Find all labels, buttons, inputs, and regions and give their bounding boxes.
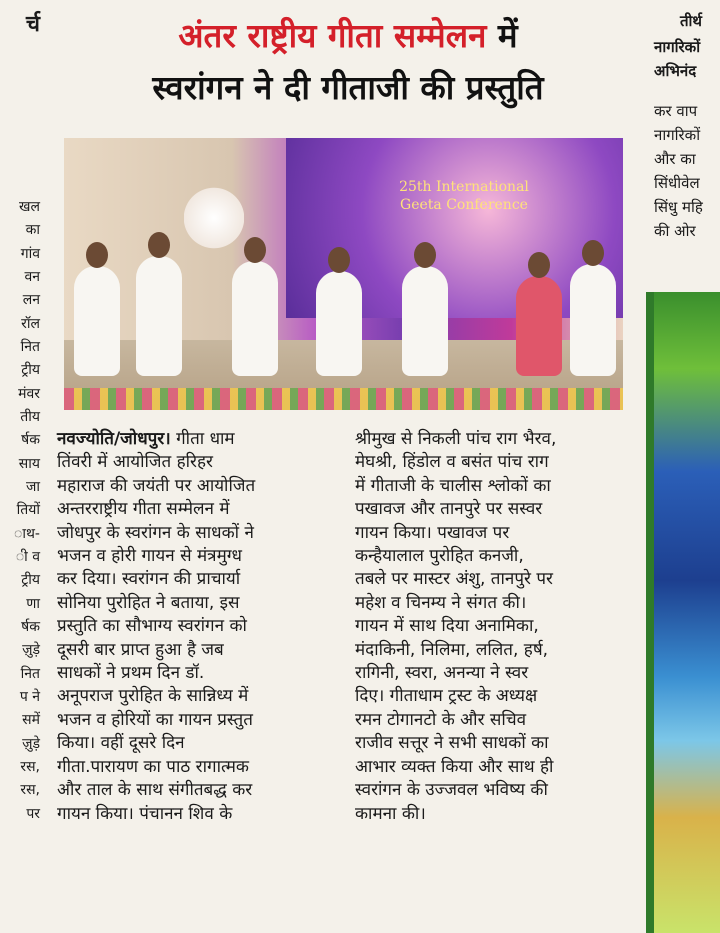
left-neighbor-column [0, 0, 42, 933]
left-fragment: रस, [20, 759, 40, 775]
article-column-2 [355, 428, 640, 826]
article-line: और ताल के साथ संगीतबद्ध कर [57, 780, 253, 801]
left-fragment: मंवर [18, 386, 40, 402]
left-fragment: र्षक [21, 432, 40, 448]
headline-line-1 [58, 10, 638, 62]
article-column-1 [57, 428, 332, 826]
left-fragment: तीय [20, 409, 40, 425]
article-line: गीता.पारायण का पाठ रागात्मक [57, 756, 249, 777]
left-fragment: र्च [26, 12, 40, 37]
banner-line-2: Geeta Conference [400, 197, 528, 213]
article-line: दूसरी बार प्राप्त हुआ है जब [57, 639, 224, 660]
right-fragment: की ओर [654, 222, 696, 240]
right-fragment: अभिनंद [654, 62, 697, 80]
article-line: सोनिया पुरोहित ने बताया, इस [57, 592, 240, 613]
article-line: मंदाकिनी, निलिमा, ललित, हर्ष, [355, 639, 549, 660]
article-line: अनूपराज पुरोहित के सान्निध्य में [57, 686, 249, 707]
article-line [57, 428, 332, 451]
performer [136, 256, 182, 376]
left-fragment: लन [22, 292, 40, 308]
left-fragment: ज़ुड़े [22, 642, 40, 658]
performer [402, 266, 448, 376]
article-line: किया। वहीं दूसरे दिन [57, 733, 185, 754]
article-line: राजीव सत्तूर ने सभी साधकों का [355, 733, 549, 754]
left-fragment: खल [19, 199, 40, 215]
left-fragment: ज़ुड़े [22, 736, 40, 752]
article-line: मेघश्री, हिंडोल व बसंत पांच राग [355, 452, 549, 473]
left-fragment: जा [25, 479, 40, 495]
right-fragment: कर वाप [654, 102, 698, 120]
dateline: नवज्योति/जोधपुर। [57, 429, 171, 449]
right-fragment: तीर्थ [680, 12, 703, 30]
article-line: रमन टोगानटो के और सचिव [355, 709, 527, 730]
headline-black-text: में [486, 16, 518, 55]
left-fragment: नित [20, 666, 40, 682]
article-line: श्रीमुख से निकली पांच राग भैरव, [355, 429, 557, 449]
article-line: तिंवरी में आयोजित हरिहर [57, 452, 213, 473]
left-fragment: र्षक [21, 619, 40, 635]
left-fragment: ी व [15, 549, 40, 565]
performer-head [148, 232, 170, 258]
article-text: गीता धाम [170, 429, 235, 449]
article-line: अन्तरराष्ट्रीय गीता सम्मेलन में [57, 499, 230, 520]
performer-head [86, 242, 108, 268]
left-fragment: वन [24, 269, 40, 285]
article-line: में गीताजी के चालीस श्लोकों का [355, 475, 551, 496]
article-line: गायन किया। पखावज पर [355, 522, 510, 543]
article-line: साधकों ने प्रथम दिन डॉ. [57, 663, 205, 684]
left-fragment: पर [26, 806, 40, 822]
left-fragment: रस, [20, 782, 40, 798]
article-line: गायन में साथ दिया अनामिका, [355, 616, 539, 637]
flower-vase [184, 178, 244, 258]
right-fragment: सिंधु महि [654, 198, 703, 216]
article-line: कामना की। [355, 803, 426, 824]
performer-head [328, 247, 350, 273]
article-line: महेश व चिनम्य ने संगत की। [355, 592, 527, 613]
article-line: कर दिया। स्वरांगन की प्राचार्या [57, 569, 241, 590]
flower-garland [64, 388, 623, 410]
left-fragment: गांव [20, 246, 40, 262]
article-line: कन्हैयालाल पुरोहित कनजी, [355, 546, 524, 567]
right-neighbor-photo [646, 292, 720, 933]
article-line: गायन किया। पंचानन शिव के [57, 803, 233, 824]
right-fragment: सिंधीवेल [654, 174, 700, 192]
left-fragment: ट्रीय [21, 572, 40, 588]
article-line: पखावज और तानपुरे पर सस्वर [355, 499, 543, 520]
left-fragment: प ने [19, 689, 40, 705]
performer [74, 266, 120, 376]
left-fragment: साय [18, 456, 40, 472]
left-fragment: तियों [16, 502, 40, 518]
left-fragment: ट्रीय [21, 362, 40, 378]
article-photo [64, 138, 623, 410]
article-line: स्वरांगन के उज्जवल भविष्य की [355, 780, 548, 801]
left-fragment: ाथ- [14, 526, 40, 542]
headline-red-text: अंतर राष्ट्रीय गीता सम्मेलन [178, 16, 487, 55]
article-line: तबले पर मास्टर अंशु, तानपुरे पर [355, 569, 553, 590]
article-line: रागिनी, स्वरा, अनन्या ने स्वर [355, 663, 529, 684]
right-fragment: नागरिकों [654, 38, 701, 56]
left-fragment: रॉल [21, 316, 40, 332]
left-fragment: समें [22, 712, 40, 728]
performer-head [582, 240, 604, 266]
headline-line-2: स्वरांगन ने दी गीताजी की प्रस्तुति [152, 68, 544, 107]
article-line: जोधपुर के स्वरांगन के साधकों ने [57, 522, 254, 543]
article-line: महाराज की जयंती पर आयोजित [57, 475, 256, 496]
performer [570, 264, 616, 376]
banner-text [384, 178, 544, 214]
right-fragment: और का [654, 150, 696, 168]
performer [232, 261, 278, 376]
article-headline [58, 10, 638, 114]
article-line: आभार व्यक्त किया और साथ ही [355, 756, 554, 777]
article-line: भजन व होरियों का गायन प्रस्तुत [57, 709, 253, 730]
performer [516, 276, 562, 376]
right-neighbor-column [652, 0, 720, 290]
performer-head [414, 242, 436, 268]
right-fragment: नागरिकों [654, 126, 701, 144]
article-line: प्रस्तुति का सौभाग्य स्वरांगन को [57, 616, 247, 637]
performer-head [528, 252, 550, 278]
performer-head [244, 237, 266, 263]
banner-line-1: 25th International [399, 179, 529, 195]
article-line: भजन व होरी गायन से मंत्रमुग्ध [57, 546, 242, 567]
article-line: दिए। गीताधाम ट्रस्ट के अध्यक्ष [355, 686, 538, 707]
left-fragment: नित [20, 339, 40, 355]
left-fragment: का [25, 222, 40, 238]
left-fragment: णा [26, 596, 40, 612]
performer [316, 271, 362, 376]
